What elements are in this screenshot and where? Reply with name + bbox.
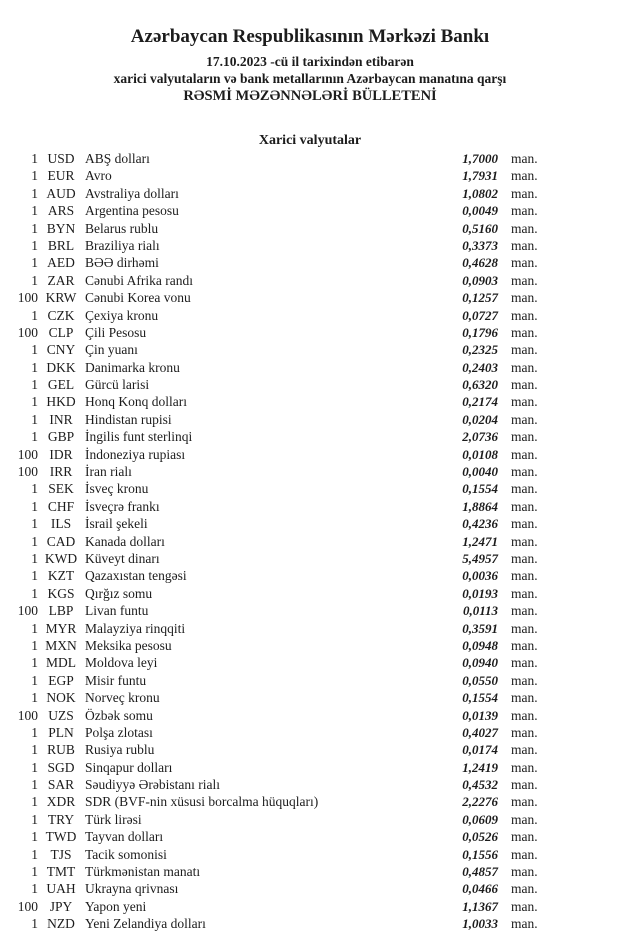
currency-name-cell: Sinqapur dolları (85, 759, 173, 775)
quantity-cell: 1 (31, 342, 38, 358)
unit-label-cell: man. (511, 585, 538, 601)
table-row (0, 741, 620, 758)
subject-line: xarici valyutaların və bank metallarının Azərbaycan manatına qarşı (113, 71, 507, 86)
currency-code-cell: XDR (46, 794, 76, 810)
quantity-cell: 1 (31, 759, 38, 775)
currency-name-cell: SDR (BVF-nin xüsusi borcalma hüquqları) (85, 794, 319, 810)
table-row (0, 480, 620, 497)
table-row (0, 637, 620, 654)
currency-code-cell: IRR (49, 464, 73, 480)
document-header (0, 0, 620, 106)
currency-name-cell: Tayvan dolları (85, 829, 164, 845)
rate-value-cell: 1,0802 (462, 185, 498, 201)
quantity-cell: 1 (31, 690, 38, 706)
currency-name-cell: İsveç kronu (85, 481, 149, 497)
rate-value-cell: 0,0174 (462, 742, 498, 758)
quantity-cell: 1 (31, 637, 38, 653)
table-row (0, 898, 620, 915)
currency-code-cell: EUR (47, 168, 75, 184)
unit-label-cell: man. (511, 864, 538, 880)
rate-value-cell: 0,0609 (462, 811, 498, 827)
currency-code-cell: MYR (45, 620, 77, 636)
quantity-cell: 1 (31, 829, 38, 845)
currency-code-cell: KWD (44, 550, 78, 566)
quantity-cell: 1 (31, 655, 38, 671)
currency-code-cell: LBP (48, 603, 74, 619)
table-row (0, 307, 620, 324)
rate-value-cell: 0,1796 (462, 324, 498, 340)
rate-value-cell: 0,0727 (462, 307, 498, 323)
unit-label-cell: man. (511, 220, 538, 236)
rate-value-cell: 0,6320 (462, 377, 498, 393)
rate-value-cell: 0,2174 (462, 394, 498, 410)
currency-name-cell: Cənubi Afrika randı (85, 272, 193, 288)
table-row (0, 515, 620, 532)
unit-label-cell: man. (511, 429, 538, 445)
currency-name-cell: Honq Konq dolları (85, 394, 187, 410)
unit-label-cell: man. (511, 550, 538, 566)
rate-value-cell: 0,0903 (462, 272, 498, 288)
unit-label-cell: man. (511, 255, 538, 271)
quantity-cell: 100 (17, 324, 38, 340)
currency-name-cell: Hindistan rupisi (85, 411, 172, 427)
table-row (0, 550, 620, 567)
unit-label-cell: man. (511, 533, 538, 549)
rate-value-cell: 0,1554 (462, 481, 498, 497)
rate-value-cell: 0,0040 (462, 464, 498, 480)
unit-label-cell: man. (511, 672, 538, 688)
table-row (0, 707, 620, 724)
currency-name-cell: Misir funtu (85, 672, 147, 688)
currency-code-cell: ILS (50, 516, 72, 532)
quantity-cell: 100 (17, 898, 38, 914)
unit-label-cell: man. (511, 237, 538, 253)
table-row (0, 254, 620, 271)
quantity-cell: 1 (31, 864, 38, 880)
currency-name-cell: Polşa zlotası (85, 724, 153, 740)
currency-name-cell: Livan funtu (85, 603, 149, 619)
currency-code-cell: CHF (47, 498, 75, 514)
currency-code-cell: UZS (48, 707, 74, 723)
currency-code-cell: SGD (47, 759, 75, 775)
currency-name-cell: Qırğız somu (85, 585, 153, 601)
quantity-cell: 1 (31, 672, 38, 688)
rate-value-cell: 0,3591 (462, 620, 498, 636)
table-row (0, 237, 620, 254)
rate-value-cell: 2,2276 (462, 794, 498, 810)
table-row (0, 341, 620, 358)
rate-value-cell: 0,0139 (462, 707, 498, 723)
quantity-cell: 1 (31, 777, 38, 793)
rate-value-cell: 0,0550 (462, 672, 498, 688)
unit-label-cell: man. (511, 898, 538, 914)
rate-value-cell: 0,3373 (462, 237, 498, 253)
unit-label-cell: man. (511, 811, 538, 827)
quantity-cell: 1 (31, 359, 38, 375)
table-row (0, 863, 620, 880)
currency-name-cell: Çin yuanı (85, 342, 138, 358)
currency-code-cell: EGP (48, 672, 74, 688)
unit-label-cell: man. (511, 516, 538, 532)
unit-label-cell: man. (511, 724, 538, 740)
rate-value-cell: 0,2325 (462, 342, 498, 358)
quantity-cell: 1 (31, 550, 38, 566)
table-row (0, 498, 620, 515)
rate-value-cell: 1,2419 (462, 759, 498, 775)
rate-value-cell: 0,1556 (462, 846, 498, 862)
currency-name-cell: Moldova leyi (85, 655, 158, 671)
quantity-cell: 1 (31, 272, 38, 288)
quantity-cell: 1 (31, 307, 38, 323)
table-row (0, 880, 620, 897)
quantity-cell: 1 (31, 620, 38, 636)
unit-label-cell: man. (511, 759, 538, 775)
unit-label-cell: man. (511, 846, 538, 862)
table-row (0, 793, 620, 810)
currency-name-cell: Belarus rublu (85, 220, 159, 236)
currency-code-cell: GBP (47, 429, 75, 445)
currency-name-cell: İran rialı (85, 464, 132, 480)
unit-label-cell: man. (511, 342, 538, 358)
unit-label-cell: man. (511, 777, 538, 793)
quantity-cell: 1 (31, 916, 38, 932)
table-row (0, 220, 620, 237)
currency-name-cell: İsrail şekeli (85, 516, 148, 532)
quantity-cell: 1 (31, 185, 38, 201)
rate-value-cell: 0,2403 (462, 359, 498, 375)
table-row (0, 411, 620, 428)
currency-name-cell: Çili Pesosu (85, 324, 147, 340)
currency-name-cell: BƏƏ dirhəmi (85, 255, 159, 271)
quantity-cell: 1 (31, 377, 38, 393)
table-row (0, 393, 620, 410)
table-row (0, 428, 620, 445)
currency-code-cell: SAR (47, 777, 75, 793)
unit-label-cell: man. (511, 637, 538, 653)
currency-name-cell: Qazaxıstan tengəsi (85, 568, 187, 584)
rate-value-cell: 0,4027 (462, 724, 498, 740)
rate-value-cell: 1,7000 (462, 151, 498, 166)
table-row (0, 185, 620, 202)
rate-value-cell: 1,0033 (462, 916, 498, 932)
quantity-cell: 1 (31, 151, 38, 166)
currency-name-cell: Türk lirəsi (85, 811, 142, 827)
unit-label-cell: man. (511, 151, 538, 166)
effective-date-line: 17.10.2023 -cü il tarixindən etibarən (206, 54, 414, 69)
bulletin-title: RƏSMİ MƏZƏNNƏLƏRİ BÜLLETENİ (183, 88, 437, 104)
rate-value-cell: 0,4857 (462, 864, 498, 880)
quantity-cell: 100 (17, 464, 38, 480)
currency-code-cell: BYN (46, 220, 76, 236)
quantity-cell: 100 (17, 290, 38, 306)
currency-code-cell: MXN (45, 637, 77, 653)
quantity-cell: 1 (31, 881, 38, 897)
quantity-cell: 1 (31, 394, 38, 410)
rate-value-cell: 1,1367 (462, 898, 498, 914)
rate-value-cell: 2,0736 (462, 429, 498, 445)
currency-name-cell: İsveçrə frankı (85, 498, 160, 514)
table-row (0, 602, 620, 619)
currency-code-cell: PLN (48, 724, 74, 740)
quantity-cell: 100 (17, 446, 38, 462)
table-row (0, 202, 620, 219)
rate-value-cell: 0,4532 (462, 777, 498, 793)
rate-value-cell: 0,0193 (462, 585, 498, 601)
table-row (0, 533, 620, 550)
currency-name-cell: Rusiya rublu (85, 742, 155, 758)
table-row (0, 846, 620, 863)
unit-label-cell: man. (511, 272, 538, 288)
currency-code-cell: INR (49, 411, 73, 427)
rates-table (0, 150, 620, 933)
unit-label-cell: man. (511, 881, 538, 897)
quantity-cell: 1 (31, 846, 38, 862)
table-row (0, 828, 620, 845)
rate-value-cell: 0,0940 (462, 655, 498, 671)
currency-code-cell: TJS (50, 846, 72, 862)
quantity-cell: 1 (31, 220, 38, 236)
table-row (0, 567, 620, 584)
table-row (0, 915, 620, 932)
currency-name-cell: Yapon yeni (85, 898, 147, 914)
bank-title: Azərbaycan Respublikasının Mərkəzi Bankı (130, 26, 490, 47)
currency-name-cell: Avstraliya dolları (85, 185, 179, 201)
currency-name-cell: Meksika pesosu (85, 637, 172, 653)
table-row (0, 672, 620, 689)
unit-label-cell: man. (511, 568, 538, 584)
currency-code-cell: GEL (47, 377, 75, 393)
quantity-cell: 1 (31, 742, 38, 758)
rate-value-cell: 0,1554 (462, 690, 498, 706)
currency-code-cell: DKK (46, 359, 76, 375)
quantity-cell: 1 (31, 168, 38, 184)
unit-label-cell: man. (511, 307, 538, 323)
rate-value-cell: 0,0036 (462, 568, 498, 584)
currency-code-cell: CAD (46, 533, 76, 549)
table-row (0, 585, 620, 602)
rate-value-cell: 0,0526 (462, 829, 498, 845)
rate-value-cell: 0,0204 (462, 411, 498, 427)
quantity-cell: 1 (31, 498, 38, 514)
unit-label-cell: man. (511, 707, 538, 723)
unit-label-cell: man. (511, 464, 538, 480)
currency-code-cell: JPY (49, 898, 73, 914)
rate-value-cell: 1,7931 (462, 168, 498, 184)
quantity-cell: 1 (31, 429, 38, 445)
currency-name-cell: Danimarka kronu (85, 359, 180, 375)
currency-name-cell: Kanada dolları (85, 533, 165, 549)
unit-label-cell: man. (511, 690, 538, 706)
rate-value-cell: 0,1257 (462, 290, 498, 306)
rate-value-cell: 1,8864 (462, 498, 498, 514)
unit-label-cell: man. (511, 203, 538, 219)
unit-label-cell: man. (511, 829, 538, 845)
rate-value-cell: 5,4957 (462, 550, 498, 566)
table-row (0, 376, 620, 393)
currency-code-cell: TWD (45, 829, 77, 845)
table-row (0, 446, 620, 463)
unit-label-cell: man. (511, 620, 538, 636)
rate-value-cell: 0,4628 (462, 255, 498, 271)
unit-label-cell: man. (511, 742, 538, 758)
table-row (0, 724, 620, 741)
unit-label-cell: man. (511, 481, 538, 497)
currency-code-cell: KGS (47, 585, 75, 601)
currency-code-cell: KZT (47, 568, 75, 584)
quantity-cell: 1 (31, 811, 38, 827)
unit-label-cell: man. (511, 794, 538, 810)
currency-code-cell: TMT (46, 864, 76, 880)
rate-value-cell: 0,0108 (462, 446, 498, 462)
quantity-cell: 1 (31, 411, 38, 427)
table-row (0, 620, 620, 637)
rate-value-cell: 0,5160 (462, 220, 498, 236)
unit-label-cell: man. (511, 185, 538, 201)
unit-label-cell: man. (511, 290, 538, 306)
table-row (0, 463, 620, 480)
currency-code-cell: UAH (46, 881, 76, 897)
currency-name-cell: Özbək somu (85, 707, 153, 723)
table-row (0, 289, 620, 306)
section-title-foreign-currencies: Xarici valyutalar (258, 133, 362, 148)
unit-label-cell: man. (511, 411, 538, 427)
currency-code-cell: TRY (47, 811, 75, 827)
currency-name-cell: Gürcü larisi (85, 377, 150, 393)
unit-label-cell: man. (511, 446, 538, 462)
unit-label-cell: man. (511, 603, 538, 619)
table-row (0, 324, 620, 341)
currency-code-cell: USD (47, 151, 75, 166)
currency-name-cell: İngilis funt sterlinqi (85, 429, 193, 445)
currency-code-cell: BRL (47, 237, 75, 253)
unit-label-cell: man. (511, 498, 538, 514)
table-row (0, 776, 620, 793)
rate-value-cell: 1,2471 (462, 533, 498, 549)
currency-name-cell: Tacik somonisi (85, 846, 167, 862)
currency-name-cell: Argentina pesosu (85, 203, 179, 219)
unit-label-cell: man. (511, 655, 538, 671)
currency-code-cell: ZAR (47, 272, 75, 288)
unit-label-cell: man. (511, 377, 538, 393)
table-row (0, 689, 620, 706)
quantity-cell: 1 (31, 724, 38, 740)
quantity-cell: 1 (31, 794, 38, 810)
quantity-cell: 1 (31, 533, 38, 549)
currency-code-cell: IDR (49, 446, 73, 462)
table-row (0, 759, 620, 776)
currency-code-cell: KRW (45, 290, 77, 306)
currency-name-cell: Braziliya rialı (85, 237, 160, 253)
table-row (0, 359, 620, 376)
currency-name-cell: Ukrayna qrivnası (85, 881, 179, 897)
currency-name-cell: Norveç kronu (85, 690, 160, 706)
currency-code-cell: NOK (46, 690, 76, 706)
currency-code-cell: AED (47, 255, 75, 271)
currency-code-cell: AUD (46, 185, 76, 201)
rate-value-cell: 0,0948 (462, 637, 498, 653)
quantity-cell: 1 (31, 237, 38, 253)
currency-code-cell: CLP (48, 324, 74, 340)
currency-name-cell: İndoneziya rupiası (85, 446, 186, 462)
rate-value-cell: 0,0113 (462, 603, 498, 619)
currency-name-cell: Küveyt dinarı (85, 550, 160, 566)
unit-label-cell: man. (511, 324, 538, 340)
unit-label-cell: man. (511, 394, 538, 410)
quantity-cell: 1 (31, 516, 38, 532)
table-row (0, 654, 620, 671)
quantity-cell: 100 (17, 707, 38, 723)
currency-code-cell: NZD (47, 916, 75, 932)
quantity-cell: 1 (31, 255, 38, 271)
rate-value-cell: 0,0466 (462, 881, 498, 897)
unit-label-cell: man. (511, 168, 538, 184)
currency-name-cell: Səudiyyə Ərəbistanı rialı (85, 777, 220, 793)
currency-code-cell: ARS (47, 203, 75, 219)
currency-code-cell: SEK (48, 481, 74, 497)
quantity-cell: 1 (31, 568, 38, 584)
rate-value-cell: 0,0049 (462, 203, 498, 219)
currency-code-cell: CZK (47, 307, 75, 323)
currency-code-cell: CNY (46, 342, 76, 358)
quantity-cell: 1 (31, 585, 38, 601)
unit-label-cell: man. (511, 359, 538, 375)
currency-name-cell: Yeni Zelandiya dolları (85, 916, 206, 932)
table-row (0, 150, 620, 167)
currency-name-cell: Avro (85, 168, 112, 184)
table-row (0, 272, 620, 289)
quantity-cell: 1 (31, 481, 38, 497)
currency-name-cell: ABŞ dolları (85, 151, 150, 166)
unit-label-cell: man. (511, 916, 538, 932)
quantity-cell: 100 (17, 603, 38, 619)
currency-name-cell: Çexiya kronu (85, 307, 159, 323)
quantity-cell: 1 (31, 203, 38, 219)
table-row (0, 167, 620, 184)
rate-value-cell: 0,4236 (462, 516, 498, 532)
currency-code-cell: RUB (47, 742, 75, 758)
currency-name-cell: Malayziya rinqqiti (85, 620, 186, 636)
currency-name-cell: Türkmənistan manatı (85, 864, 201, 880)
currency-code-cell: MDL (46, 655, 76, 671)
table-row (0, 811, 620, 828)
currency-code-cell: HKD (46, 394, 76, 410)
currency-name-cell: Cənubi Korea vonu (85, 290, 191, 306)
